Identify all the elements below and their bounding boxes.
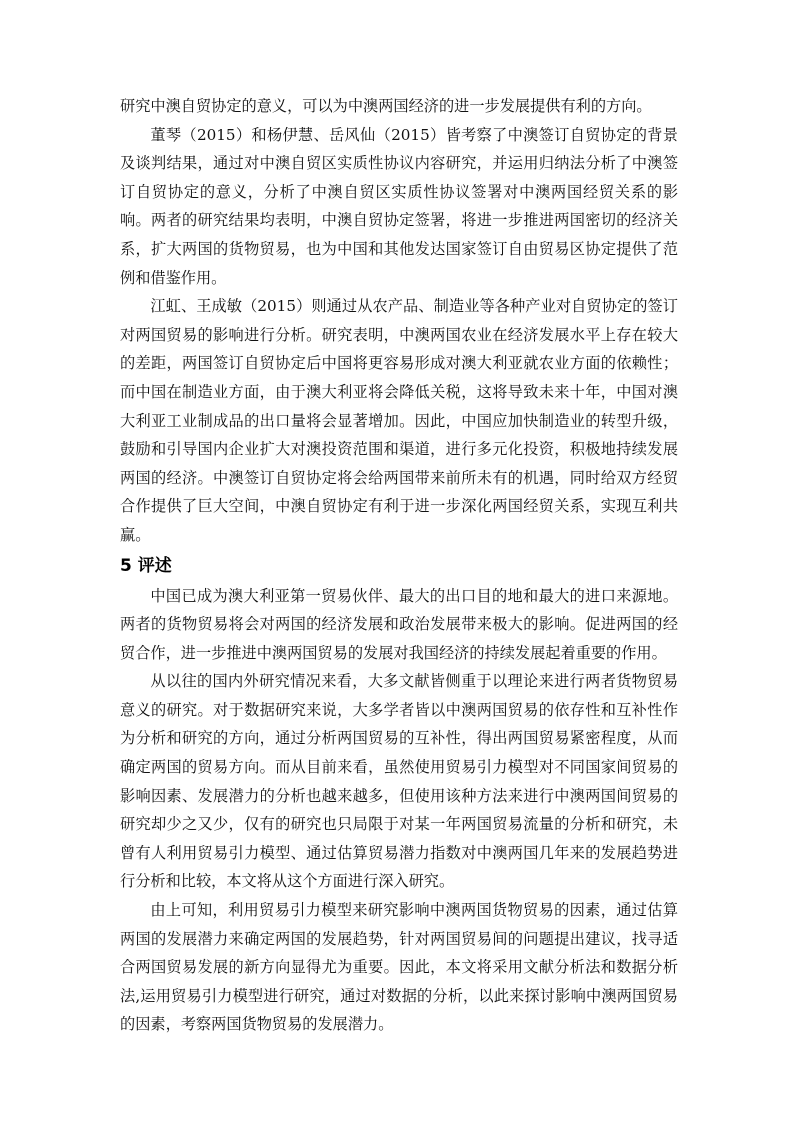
paragraph-2: 董琴（2015）和杨伊慧、岳风仙（2015）皆考察了中澳签订自贸协定的背景及谈判结果，通过对中澳自贸区实质性协议内容研究，并运用归纳法分析了中澳签订自贸协定的意义，分析了中澳自贸区实质性协议签署对中澳两国经贸关系的影响。两者的研究结果均表明，中澳自贸协定签署，将进一步推进两国密切的经济关系，扩大两国的货物贸易，也为中国和其他发达国家签订自由贸易区协定提供了范例和借鉴作用。 (120, 125, 678, 287)
section-heading: 5 评述 (120, 555, 172, 576)
paragraph-6: 由上可知，利用贸易引力模型来研究影响中澳两国货物贸易的因素，通过估算两国的发展潜力来确定两国的发展趋势，针对两国贸易间的问题提出建议，找寻适合两国贸易发展的新方向显得尤为重要。因此，本文将采用文献分析法和数据分析法,运用贸易引力模型进行研究，通过对数据的分析，以此来探讨影响中澳两国贸易的因素，考察两国货物贸易的发展潜力。 (120, 901, 678, 1034)
document-body (120, 92, 678, 1039)
paragraph-3: 江虹、王成敏（2015）则通过从农产品、制造业等各种产业对自贸协定的签订对两国贸易的影响进行分析。研究表明，中澳两国农业在经济发展水平上存在较大的差距，两国签订自贸协定后中国将更容易形成对澳大利亚就农业方面的依赖性；而中国在制造业方面，由于澳大利亚将会降低关税，这将导致未来十年，中国对澳大利亚工业制成品的出口量将会显著增加。因此，中国应加快制造业的转型升级，鼓励和引导国内企业扩大对澳投资范围和渠道，进行多元化投资，积极地持续发展两国的经济。中澳签订自贸协定将会给两国带来前所未有的机遇，同时给双方经贸合作提供了巨大空间，中澳自贸协定有利于进一步深化两国经贸关系，实现互利共赢。 (120, 297, 678, 544)
paragraph-5: 从以往的国内外研究情况来看，大多文献皆侧重于以理论来进行两者货物贸易意义的研究。对于数据研究来说，大多学者皆以中澳两国贸易的依存性和互补性作为分析和研究的方向，通过分析两国贸易的互补性，得出两国贸易紧密程度，从而确定两国的贸易方向。而从目前来看，虽然使用贸易引力模型对不同国家间贸易的影响因素、发展潜力的分析也越来越多，但使用该种方法来进行中澳两国间贸易的研究却少之又少，仅有的研究也只局限于对某一年两国贸易流量的分析和研究，未曾有人利用贸易引力模型、通过估算贸易潜力指数对中澳两国几年来的发展趋势进行分析和比较，本文将从这个方面进行深入研究。 (120, 672, 678, 891)
paragraph-4: 中国已成为澳大利亚第一贸易伙伴、最大的出口目的地和最大的进口来源地。两者的货物贸易将会对两国的经济发展和政治发展带来极大的影响。促进两国的经贸合作，进一步推进中澳两国贸易的发展对我国经济的持续发展起着重要的作用。 (120, 586, 678, 662)
paragraph-1: 研究中澳自贸协定的意义，可以为中澳两国经济的进一步发展提供有利的方向。 (120, 97, 652, 115)
